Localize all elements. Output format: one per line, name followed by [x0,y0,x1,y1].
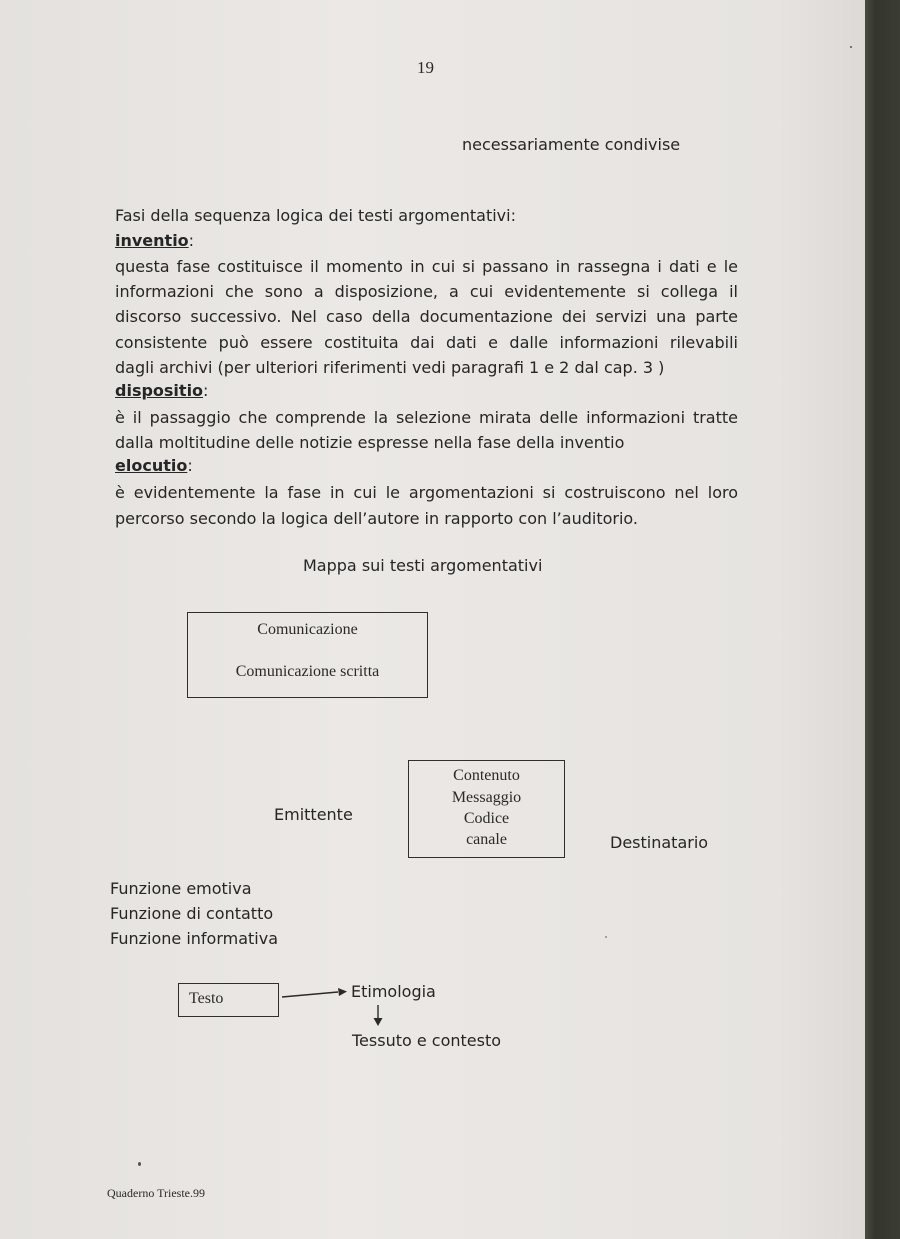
map-title: Mappa sui testi argomentativi [303,556,543,575]
context-label: Tessuto e contesto [352,1031,502,1050]
heading-inventio [115,231,194,250]
box2-line-4: canale [466,831,507,848]
down-arrow-icon [370,1004,386,1028]
right-arrow-icon [280,985,350,1005]
dispositio-line-2: dalla moltitudine delle notizie espresse nella fase della inventio [115,433,625,452]
heading-suffix: : [187,456,193,475]
inventio-line-3: discorso successivo. Nel caso della documentazione dei servizi una parte [115,307,738,326]
receiver-label: Destinatario [610,833,709,852]
inventio-line-1: questa fase costituisce il momento in cui si passano in rassegna i dati e le [115,257,738,276]
heading-suffix: : [203,381,209,400]
box2-line-2: Messaggio [451,789,522,806]
intro-line: Fasi della sequenza logica dei testi argomentativi: [115,206,516,225]
message-box [408,760,565,858]
inventio-line-2: informazioni che sono a disposizione, a cui evidentemente si collega il [115,282,738,301]
function-contact: Funzione di contatto [110,904,274,923]
heading-suffix: : [188,231,195,250]
footer: Quaderno Trieste.99 [107,1186,205,1200]
continued-line: necessariamente condivise [462,135,681,154]
communication-box [187,612,428,698]
box2-line-1: Contenuto [453,767,520,784]
scan-edge [865,0,900,1239]
dispositio-line-1: è il passaggio che comprende la selezione mirata delle informazioni tratte [115,408,738,427]
elocutio-line-2: percorso secondo la logica dell’autore in rapporto con l’auditorio. [115,509,638,528]
inventio-line-4: consistente può essere costituita dai dati e dalle informazioni rilevabili [115,333,738,352]
heading-inventio-label: inventio [115,231,189,250]
elocutio-line-1: è evidentemente la fase in cui le argomentazioni si costruiscono nel loro [115,483,738,502]
page-number: 19 [417,58,434,77]
text-box-label: Testo [189,990,224,1007]
function-informative: Funzione informativa [110,929,278,948]
heading-elocutio-label: elocutio [115,456,188,475]
emitter-label: Emittente [274,805,353,824]
ink-speck [138,1162,141,1166]
heading-elocutio [115,456,193,475]
heading-dispositio [115,381,208,400]
box1-line-2: Comunicazione scritta [235,663,380,680]
function-emotive: Funzione emotiva [110,879,252,898]
ink-speck [605,936,607,938]
inventio-line-5: dagli archivi (per ulteriori riferimenti vedi paragrafi 1 e 2 dal cap. 3 ) [115,358,665,377]
heading-dispositio-label: dispositio [115,381,204,400]
ink-speck [850,46,852,48]
etymology-label: Etimologia [351,982,436,1001]
text-box [178,983,279,1017]
box2-line-3: Codice [463,810,510,827]
box1-line-1: Comunicazione [257,621,358,638]
